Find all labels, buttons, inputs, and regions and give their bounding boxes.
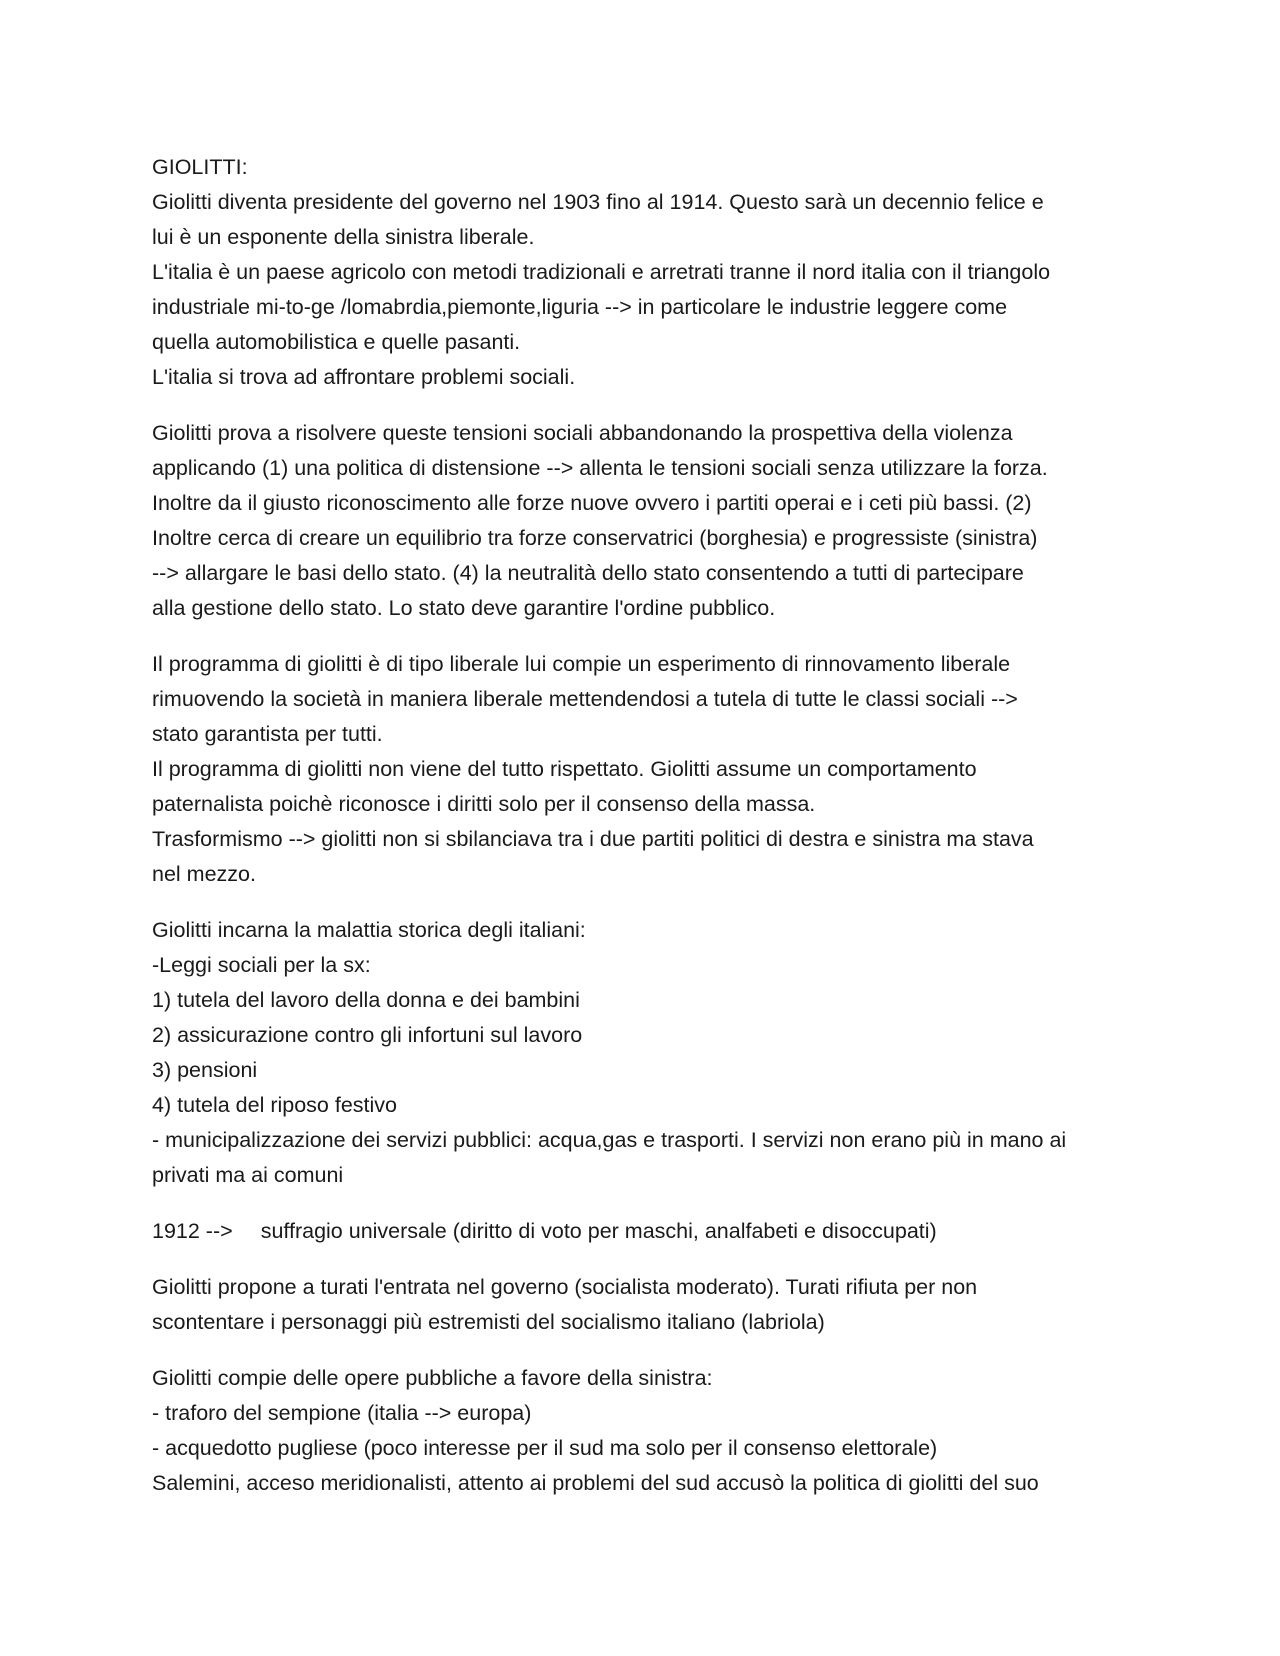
list-item: -Leggi sociali per la sx: (152, 953, 371, 977)
paragraph-intro (152, 150, 1152, 395)
document-title: GIOLITTI: (152, 155, 248, 179)
text-line: scontentare i personaggi più estremisti del socialismo italiano (labriola) (152, 1310, 825, 1334)
suffrage-text: suffragio universale (diritto di voto per maschi, analfabeti e disoccupati) (260, 1219, 937, 1243)
text-line: Il programma di giolitti non viene del tutto rispettato. Giolitti assume un comportamento (152, 757, 977, 781)
text-line: quella automobilistica e quelle pasanti. (152, 330, 521, 354)
text-line: Il programma di giolitti è di tipo liberale lui compie un esperimento di rinnovamento liberale (152, 652, 1011, 676)
text-line: Inoltre da il giusto riconoscimento alle forze nuove ovvero i partiti operai e i ceti più bassi. (2) (152, 491, 1032, 515)
paragraph-suffrage (152, 1214, 1152, 1249)
list-item: 2) assicurazione contro gli infortuni sul lavoro (152, 1023, 583, 1047)
paragraph-tensions (152, 416, 1152, 626)
text-line: industriale mi-to-ge /lomabrdia,piemonte,liguria --> in particolare le industrie leggere come (152, 295, 1008, 319)
text-line (152, 1214, 1152, 1249)
text-line: Giolitti propone a turati l'entrata nel governo (socialista moderato). Turati rifiuta per non (152, 1275, 978, 1299)
text-line: Giolitti incarna la malattia storica degli italiani: (152, 918, 586, 942)
paragraph-program (152, 647, 1152, 892)
list-item: 1) tutela del lavoro della donna e dei bambini (152, 988, 580, 1012)
text-line: privati ma ai comuni (152, 1163, 344, 1187)
text-line: Salemini, acceso meridionalisti, attento ai problemi del sud accusò la politica di giolitti del suo (152, 1471, 1039, 1495)
text-line: applicando (1) una politica di distensione --> allenta le tensioni sociali senza utilizzare la forza. (152, 456, 1048, 480)
list-item: - acquedotto pugliese (poco interesse per il sud ma solo per il consenso elettorale) (152, 1436, 938, 1460)
text-line: Giolitti diventa presidente del governo nel 1903 fino al 1914. Questo sarà un decennio felice e (152, 190, 1044, 214)
text-line: alla gestione dello stato. Lo stato deve garantire l'ordine pubblico. (152, 596, 776, 620)
text-line: paternalista poichè riconosce i diritti solo per il consenso della massa. (152, 792, 816, 816)
text-line: Trasformismo --> giolitti non si sbilanciava tra i due partiti politici di destra e sinistra ma stava (152, 827, 1034, 851)
text-line: Giolitti prova a risolvere queste tensioni sociali abbandonando la prospettiva della violenza (152, 421, 1013, 445)
list-item: - municipalizzazione dei servizi pubblici: acqua,gas e trasporti. I servizi non erano più in mano ai (152, 1128, 1067, 1152)
list-item: - traforo del sempione (italia --> europa) (152, 1401, 532, 1425)
paragraph-turati (152, 1270, 1152, 1340)
text-line: Inoltre cerca di creare un equilibrio tra forze conservatrici (borghesia) e progressiste (sinistra) (152, 526, 1038, 550)
document-body (152, 150, 1152, 1501)
text-line: Giolitti compie delle opere pubbliche a favore della sinistra: (152, 1366, 713, 1390)
text-line: L'italia è un paese agricolo con metodi tradizionali e arretrati tranne il nord italia con il triangolo (152, 260, 1051, 284)
text-line: --> allargare le basi dello stato. (4) la neutralità dello stato consentendo a tutti di partecipare (152, 561, 1024, 585)
text-line: L'italia si trova ad affrontare problemi sociali. (152, 365, 576, 389)
list-item: 3) pensioni (152, 1058, 258, 1082)
text-line: lui è un esponente della sinistra liberale. (152, 225, 535, 249)
text-line: rimuovendo la società in maniera liberale mettendendosi a tutela di tutte le classi sociali --> (152, 687, 1018, 711)
text-line: stato garantista per tutti. (152, 722, 383, 746)
paragraph-social-laws (152, 913, 1152, 1193)
text-line: nel mezzo. (152, 862, 256, 886)
suffrage-date: 1912 --> (152, 1219, 233, 1243)
list-item: 4) tutela del riposo festivo (152, 1093, 397, 1117)
paragraph-public-works (152, 1361, 1152, 1501)
